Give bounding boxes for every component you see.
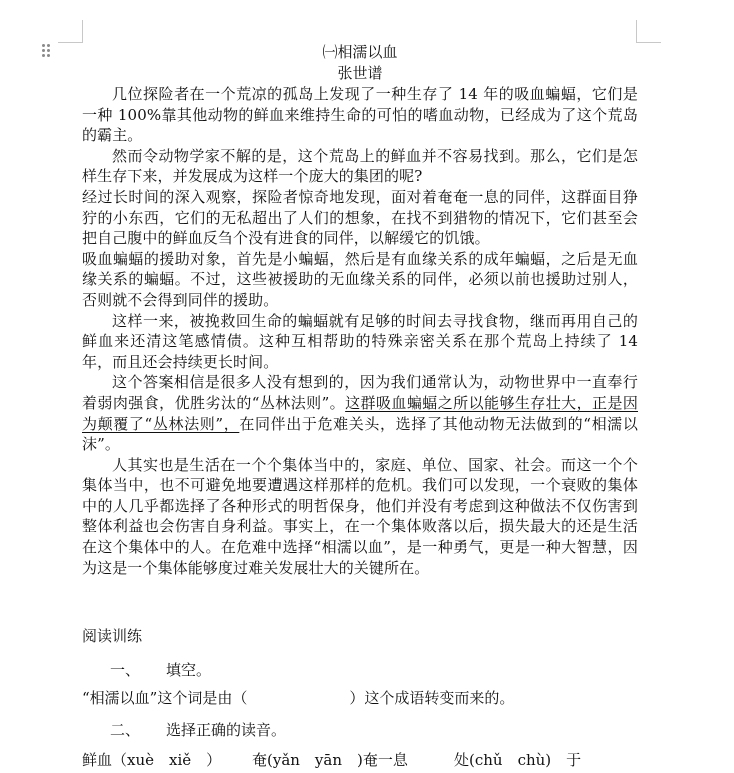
question-1-text: 填空。 xyxy=(166,661,212,679)
pronunciation-item-3: 处(chǔ chù) 于 xyxy=(454,751,582,769)
exercise-heading: 阅读训练 xyxy=(82,627,143,645)
paragraph-4: 吸血蝙蝠的援助对象，首先是小蝙蝠，然后是有血缘关系的成年蝙蝠，之后是无血缘关系的蝙蝠。不过，这些被援助的无血缘关系的同伴，必须以前也援助过别人，否则就不会得到同伴的援助。 xyxy=(82,249,638,309)
crop-mark-top-left xyxy=(58,20,83,43)
question-2-text: 选择正确的读音。 xyxy=(166,721,287,739)
question-2 xyxy=(110,720,286,740)
page-title: ㈠相濡以血 xyxy=(322,43,398,61)
question-1 xyxy=(110,660,211,680)
pronunciation-item-1: 鲜血（xuè xiě ） xyxy=(82,751,222,769)
paragraph-1: 几位探险者在一个荒凉的孤岛上发现了一种生存了 14 年的吸血蝙蝠，它们是一种 100%靠其他动物的鲜血来维持生命的可怕的嗜血动物，已经成为了这个荒岛的霸主。 xyxy=(82,85,638,145)
question-2-number: 二、 xyxy=(110,721,141,739)
paragraph-2: 然而令动物学家不解的是，这个荒岛上的鲜血并不容易找到。那么，它们是怎样生存下来，并发展成为这样一个庞大的集团的呢? xyxy=(82,146,638,186)
underlined-sentence: 这群吸血蝙蝠之所以能够生存壮大，正是因为颠覆了“丛林法则”， xyxy=(82,393,639,433)
pronunciation-options xyxy=(82,750,581,770)
fill-text-before: “相濡以血”这个词是由（ xyxy=(82,689,248,707)
paragraph-6 xyxy=(82,372,638,454)
pronunciation-item-2: 奄(yǎn yān )奄一息 xyxy=(252,751,408,769)
paragraph-6-end: 在同伴出于危难关头，选择了其他动物无法做到的“相濡以沫”。 xyxy=(82,414,638,454)
paragraph-5: 这样一来，被挽救回生命的蝙蝠就有足够的时间去寻找食物，继而再用自己的鲜血来还清这笔感情债。这种互相帮助的特殊亲密关系在那个荒岛上持续了 14 年，而且还会持续更长时间。 xyxy=(82,311,638,371)
fill-in-blank xyxy=(82,688,514,708)
document-body xyxy=(82,42,638,578)
drag-handle-icon[interactable] xyxy=(42,44,52,60)
paragraph-3: 经过长时间的深入观察，探险者惊奇地发现，面对着奄奄一息的同伴，这群面目狰狞的小东西，它们的无私超出了人们的想象，在找不到猎物的情况下，它们甚至会把自己腹中的鲜血反刍个没有进食的同伴，以解缓它的饥饿。 xyxy=(82,187,638,248)
paragraph-6-start: 这个答案相信是很多人没有想到的，因为我们通常认为，动物世界中一直奉行着弱肉强食，优胜劣汰的“丛林法则”。 xyxy=(82,373,638,412)
author-name: 张世谱 xyxy=(337,64,383,82)
paragraph-7: 人其实也是生活在一个个集体当中的，家庭、单位、国家、社会。而这一个个集体当中，也不可避免地要遭遇这样那样的危机。我们可以发现，一个衰败的集体中的人几乎都选择了各种形式的明哲保身，他们并没有考虑到这种做法不仅伤害到整体利益也会伤害自身利益。事实上，在一个集体败落以后，损失最大的还是生活在这个集体中的人。在危难中选择“相濡以血”，是一种勇气，更是一种大智慧，因为这是一个集体能够度过难关发展壮大的关键所在。 xyxy=(82,455,638,577)
fill-text-after: ）这个成语转变而来的。 xyxy=(349,689,515,707)
crop-mark-top-right xyxy=(636,20,661,43)
question-1-number: 一、 xyxy=(110,661,141,679)
